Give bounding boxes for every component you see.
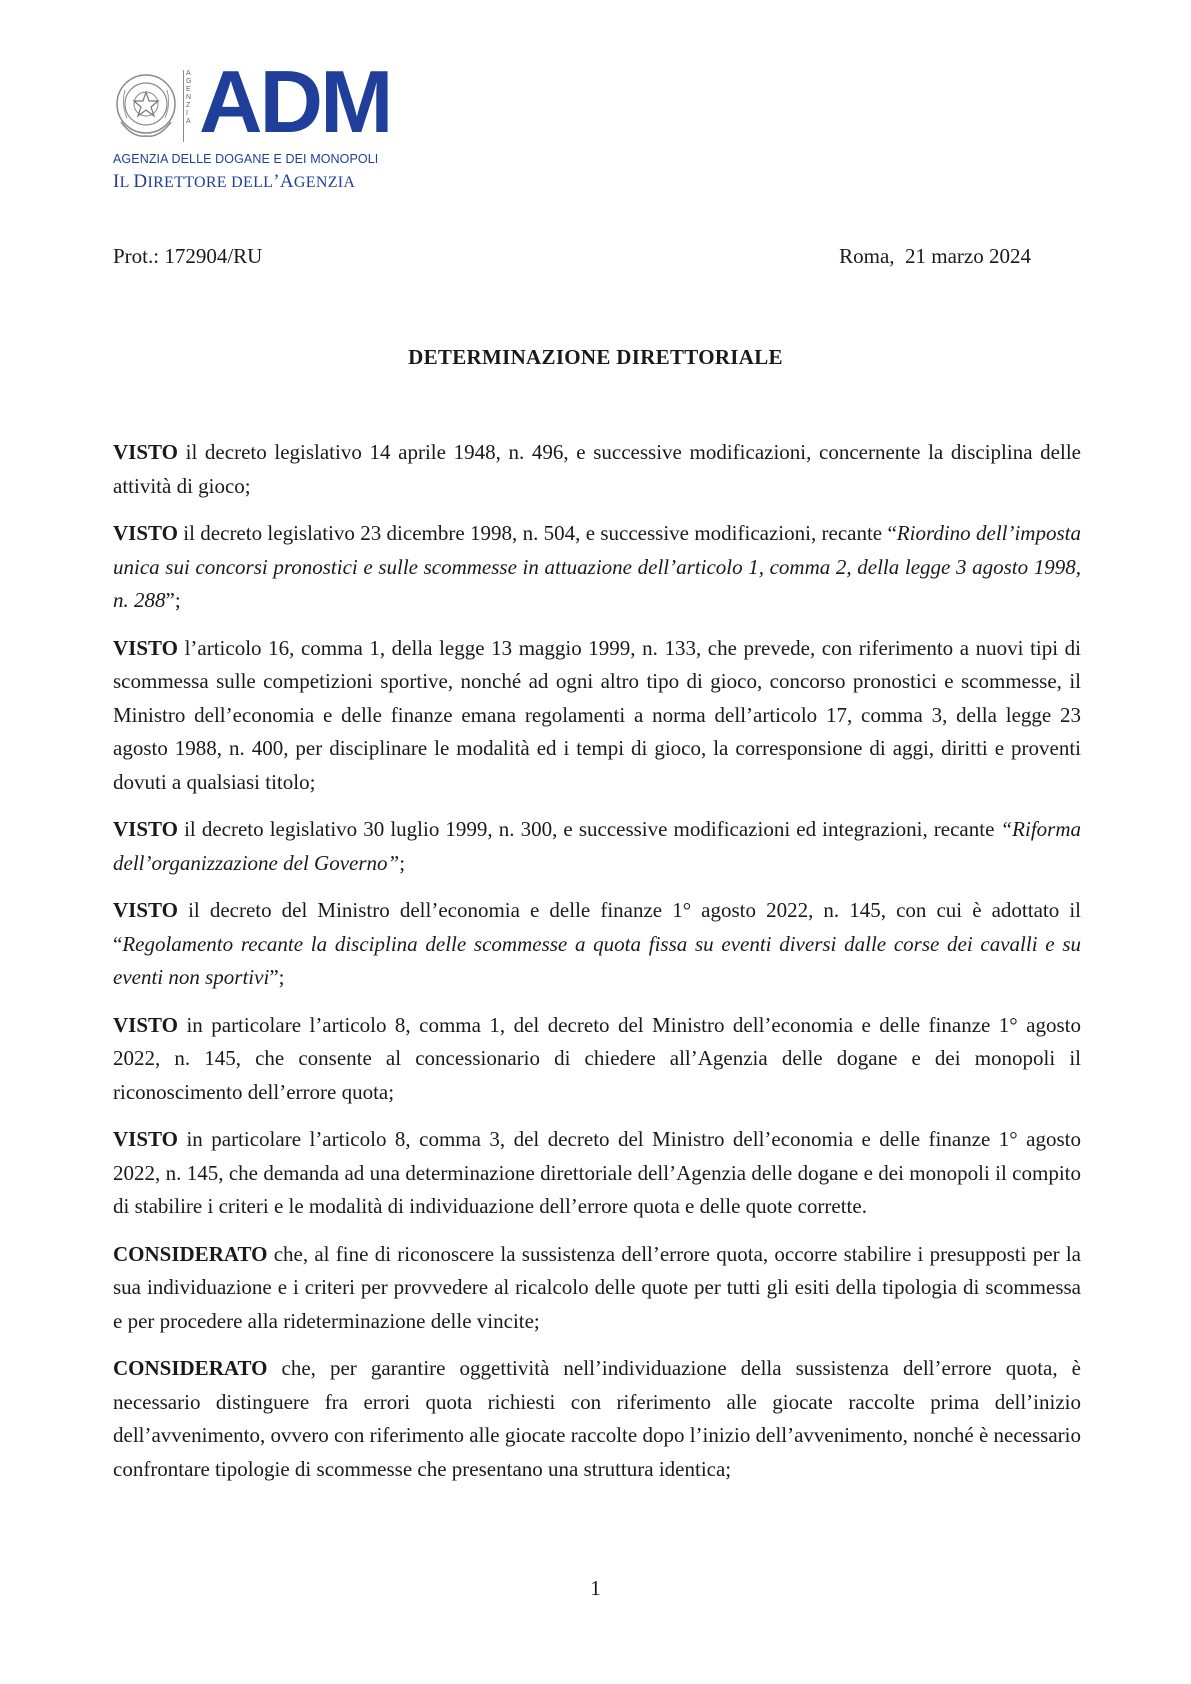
agency-name: AGENZIA DELLE DOGANE E DEI MONOPOLI bbox=[113, 152, 379, 166]
agency-vertical-label bbox=[183, 70, 196, 142]
paragraph-text: ”; bbox=[165, 588, 181, 612]
italian-republic-emblem-icon bbox=[113, 70, 179, 142]
paragraph-text: in particolare l’articolo 8, comma 3, del decreto del Ministro dell’economia e delle finanze 1° agosto 2022, n. 145, che demanda ad una determinazione direttoriale dell’Agenzia delle dogane e dei monopoli il compito di stabilire i criteri e le modalità di individuazione dell’errore quota e delle quote corrette. bbox=[113, 1127, 1081, 1218]
paragraph bbox=[113, 517, 1081, 618]
paragraph-lead: CONSIDERATO bbox=[113, 1356, 268, 1380]
protocol-number: Prot.: 172904/RU bbox=[113, 244, 263, 268]
director-title-part: ’A bbox=[273, 171, 294, 192]
agency-vertical-letter: N bbox=[186, 94, 192, 101]
adm-logo: ADM bbox=[199, 52, 391, 151]
paragraph bbox=[113, 894, 1081, 995]
paragraph bbox=[113, 813, 1081, 880]
paragraph bbox=[113, 632, 1081, 800]
director-title-part: L bbox=[119, 174, 134, 191]
director-title bbox=[113, 171, 355, 193]
letterhead bbox=[113, 52, 433, 194]
agency-vertical-letter: I bbox=[186, 110, 188, 117]
paragraph-text: che, al fine di riconoscere la sussistenza dell’errore quota, occorre stabilire i presupposti per la sua individuazione e i criteri per provvedere al ricalcolo delle quote per tutti gli esiti della tipologia di scommessa e per procedere alla rideterminazione delle vincite; bbox=[113, 1241, 1081, 1333]
page-number: 1 bbox=[590, 1576, 601, 1600]
paragraph-text: il decreto legislativo 14 aprile 1948, n. 496, e successive modificazioni, concernente la disciplina delle attività di gioco; bbox=[113, 440, 1081, 498]
agency-vertical-letter: A bbox=[186, 70, 191, 77]
cited-title: Riordino dell’imposta unica sui concorsi pronostici e sulle scommesse in attuazione dell’articolo 1, comma 2, della legge 3 agosto 1998, n. 288 bbox=[113, 521, 1081, 612]
paragraph-lead: VISTO bbox=[113, 635, 178, 660]
paragraph-lead: VISTO bbox=[113, 1012, 178, 1037]
paragraph-text: in particolare l’articolo 8, comma 1, del decreto del Ministro dell’economia e delle finanze 1° agosto 2022, n. 145, che consente al concessionario di chiedere all’Agenzia delle dogane e dei monopoli il riconoscimento dell’errore quota; bbox=[113, 1012, 1081, 1104]
paragraph-lead: VISTO bbox=[113, 521, 178, 545]
agency-vertical-letter: G bbox=[186, 78, 192, 85]
director-title-part: D bbox=[133, 171, 148, 192]
paragraph-text: ”; bbox=[269, 965, 285, 989]
paragraph-lead: CONSIDERATO bbox=[113, 1241, 268, 1266]
paragraph-text: l’articolo 16, comma 1, della legge 13 maggio 1999, n. 133, che prevede, con riferimento a nuovi tipi di scommessa sulle competizioni sportive, nonché ad ogni altro tipo di gioco, concorso pronostici e scommesse, il Ministro dell’economia e delle finanze emana regolamenti a norma dell’articolo 17, comma 3, della legge 23 agosto 1988, n. 400, per disciplinare le modalità ed i tempi di gioco, la corresponsione di aggi, diritti e proventi dovuti a qualsiasi titolo; bbox=[113, 635, 1081, 794]
paragraph-lead: VISTO bbox=[113, 1127, 178, 1151]
paragraph bbox=[113, 1009, 1081, 1110]
paragraph-text: il decreto legislativo 23 dicembre 1998, n. 504, e successive modificazioni, recante “ bbox=[177, 521, 897, 545]
cited-title: Regolamento recante la disciplina delle scommesse a quota fissa su eventi diversi dalle corse dei cavalli e su eventi non sportivi bbox=[113, 931, 1081, 989]
paragraph-lead: VISTO bbox=[113, 898, 178, 922]
paragraph-lead: VISTO bbox=[113, 440, 178, 464]
paragraph bbox=[113, 1352, 1081, 1486]
paragraph-text: il decreto legislativo 30 luglio 1999, n. 300, e successive modificazioni ed integrazioni, recante bbox=[177, 817, 1001, 841]
director-title-part: I bbox=[113, 171, 120, 192]
paragraph-text: che, per garantire oggettività nell’individuazione della sussistenza dell’errore quota, è necessario distinguere fra errori quota richiesti con riferimento alle giocate raccolte prima dell’inizio dell’avvenimento, ovvero con riferimento alle giocate raccolte dopo l’inizio dell’avvenimento, nonché è necessario confrontare tipologie di scommesse che presentano una struttura identica; bbox=[113, 1356, 1081, 1481]
document-body bbox=[113, 436, 1081, 1500]
document-title: DETERMINAZIONE DIRETTORIALE bbox=[408, 345, 783, 369]
director-title-part: GENZIA bbox=[293, 174, 356, 191]
document-date: Roma, 21 marzo 2024 bbox=[839, 244, 1031, 268]
agency-vertical-letter: A bbox=[186, 118, 191, 125]
paragraph bbox=[113, 1123, 1081, 1224]
agency-vertical-letter: E bbox=[186, 86, 191, 93]
director-title-part: IRETTORE DELL bbox=[147, 174, 274, 191]
agency-vertical-letter: Z bbox=[186, 102, 191, 109]
paragraph bbox=[113, 436, 1081, 503]
paragraph-text: il decreto del Ministro dell’economia e delle finanze 1° agosto 2022, n. 145, con cui è adottato il “ bbox=[113, 898, 1081, 956]
paragraph-text: ; bbox=[399, 850, 406, 875]
paragraph bbox=[113, 1238, 1081, 1339]
cited-title: “Riforma dell’organizzazione del Governo” bbox=[113, 817, 1081, 875]
paragraph-lead: VISTO bbox=[113, 817, 178, 841]
